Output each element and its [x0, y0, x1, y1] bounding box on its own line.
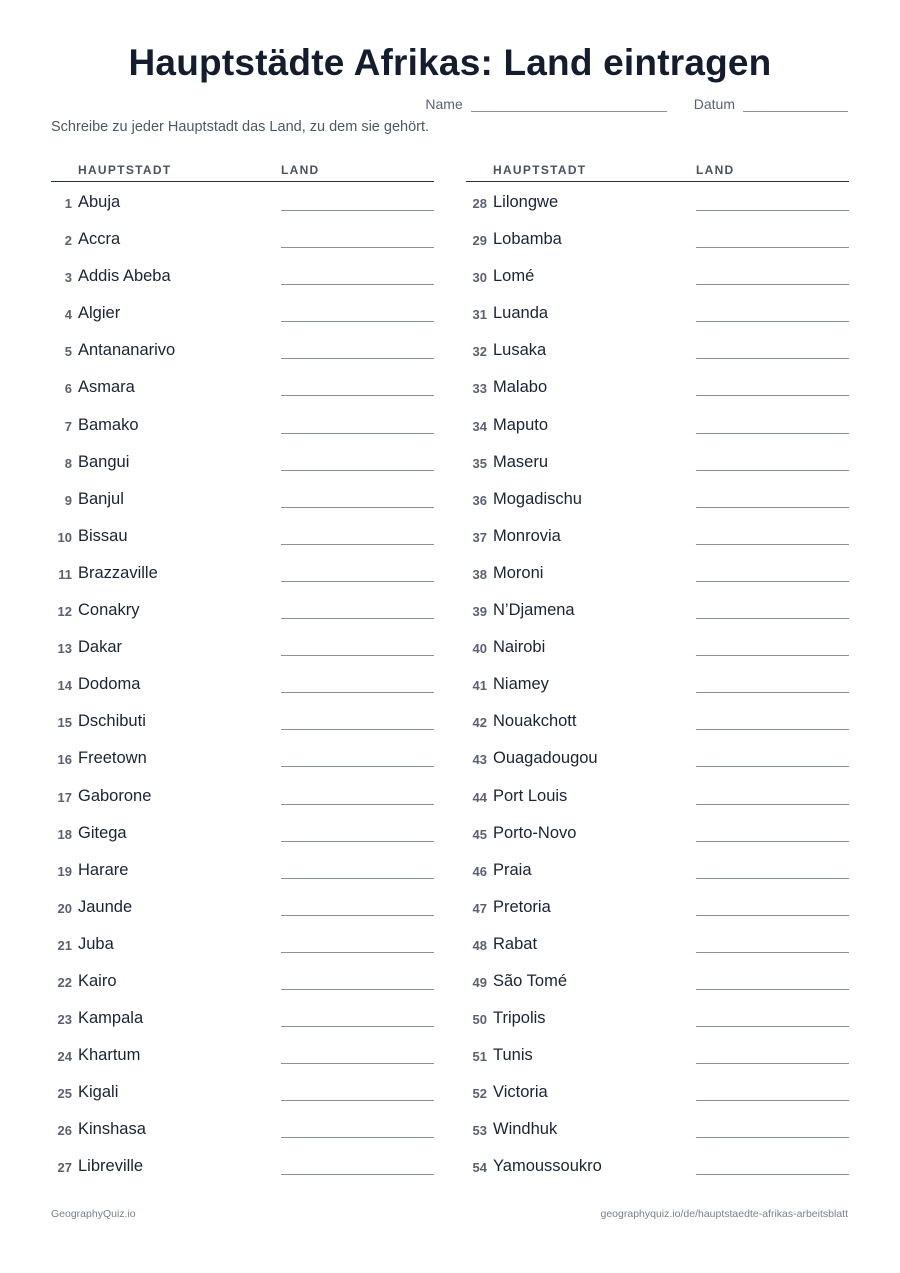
item-number: 46 — [472, 863, 487, 879]
country-answer-field[interactable] — [696, 952, 849, 953]
list-item — [51, 887, 434, 924]
capital-name: Abuja — [78, 193, 121, 211]
list-item — [466, 590, 849, 627]
page-title: Hauptstädte Afrikas: Land eintragen — [128, 42, 772, 83]
list-item — [466, 553, 849, 590]
capital-name: Banjul — [78, 489, 124, 508]
country-answer-field[interactable] — [696, 804, 849, 805]
capital-name: Asmara — [78, 378, 135, 397]
item-number: 39 — [472, 604, 487, 620]
item-number: 38 — [472, 566, 487, 582]
item-number: 48 — [472, 937, 487, 953]
capital-name: Tunis — [493, 1046, 533, 1065]
left-column — [51, 160, 434, 1184]
item-number: 44 — [472, 789, 487, 805]
list-item — [51, 1109, 434, 1146]
country-answer-field[interactable] — [281, 247, 434, 248]
capital-name: Conakry — [78, 601, 140, 620]
country-answer-field[interactable] — [696, 655, 849, 656]
item-number: 49 — [472, 974, 487, 990]
list-item — [466, 516, 849, 553]
item-number: 30 — [472, 270, 487, 286]
capital-name: Libreville — [78, 1157, 144, 1176]
list-item — [466, 367, 849, 404]
item-number: 10 — [57, 529, 72, 545]
item-number: 51 — [472, 1049, 487, 1065]
list-item — [51, 776, 434, 813]
list-item — [466, 442, 849, 479]
list-item — [466, 961, 849, 998]
country-answer-field[interactable] — [281, 581, 434, 582]
capital-name: Nouakchott — [493, 712, 577, 731]
country-answer-field[interactable] — [696, 470, 849, 471]
list-item — [466, 293, 849, 330]
capital-name: Yamoussoukro — [493, 1157, 602, 1176]
list-item — [466, 330, 849, 367]
list-item — [466, 664, 849, 701]
capital-name: Ouagadougou — [493, 749, 598, 768]
country-answer-field[interactable] — [281, 766, 434, 767]
item-number: 25 — [57, 1086, 72, 1102]
item-number: 54 — [472, 1160, 487, 1176]
list-item — [466, 627, 849, 664]
item-number: 12 — [57, 604, 72, 620]
country-answer-field[interactable] — [696, 1174, 849, 1175]
item-number: 33 — [472, 381, 487, 397]
capital-name: Tripolis — [493, 1009, 546, 1028]
capital-name: Moroni — [493, 563, 544, 582]
list-item — [51, 813, 434, 850]
country-answer-field[interactable] — [281, 470, 434, 471]
country-answer-field[interactable] — [281, 1174, 434, 1175]
capital-name: Kinshasa — [78, 1120, 146, 1139]
item-number: 13 — [57, 641, 72, 657]
item-number: 2 — [64, 233, 72, 249]
list-item — [51, 1072, 434, 1109]
list-item — [466, 1146, 849, 1183]
capital-name: Kairo — [78, 971, 117, 990]
country-answer-field[interactable] — [696, 1063, 849, 1064]
date-field[interactable] — [743, 96, 848, 112]
item-number: 26 — [57, 1123, 72, 1139]
capital-name: Maputo — [493, 415, 549, 434]
capital-name: Bissau — [78, 526, 128, 545]
country-answer-field[interactable] — [281, 507, 434, 508]
country-answer-field[interactable] — [696, 766, 849, 767]
capital-name: Addis Abeba — [78, 267, 171, 286]
country-answer-field[interactable] — [696, 729, 849, 730]
country-answer-field[interactable] — [281, 878, 434, 879]
list-item — [466, 1109, 849, 1146]
list-item — [466, 813, 849, 850]
list-item — [51, 664, 434, 701]
country-answer-field[interactable] — [696, 841, 849, 842]
item-number: 15 — [57, 715, 72, 731]
list-item — [466, 738, 849, 775]
list-item — [466, 256, 849, 293]
list-item — [51, 516, 434, 553]
list-item — [51, 219, 434, 256]
item-number: 21 — [57, 937, 72, 953]
country-answer-field[interactable] — [696, 210, 849, 211]
item-number: 47 — [472, 900, 487, 916]
list-item — [466, 887, 849, 924]
capital-name: Bangui — [78, 452, 130, 471]
left-column-header — [51, 160, 434, 182]
country-header: LAND — [281, 163, 320, 177]
country-answer-field[interactable] — [696, 321, 849, 322]
capital-name: Porto-Novo — [493, 823, 577, 842]
country-answer-field[interactable] — [281, 544, 434, 545]
list-item — [51, 1146, 434, 1183]
capital-name: Kigali — [78, 1083, 119, 1102]
capital-name: Gitega — [78, 823, 127, 842]
country-answer-field[interactable] — [696, 544, 849, 545]
country-answer-field[interactable] — [696, 1137, 849, 1138]
capital-name: N’Djamena — [493, 601, 575, 620]
footer-brand: GeographyQuiz.io — [51, 1208, 136, 1220]
item-number: 35 — [472, 455, 487, 471]
list-item — [51, 182, 434, 219]
country-answer-field[interactable] — [281, 915, 434, 916]
list-item — [51, 442, 434, 479]
capital-name: Lomé — [493, 267, 535, 286]
country-answer-field[interactable] — [281, 321, 434, 322]
capital-name: Lobamba — [493, 230, 562, 249]
country-answer-field[interactable] — [696, 581, 849, 582]
item-number: 36 — [472, 492, 487, 508]
list-item — [466, 1072, 849, 1109]
capital-name: Luanda — [493, 304, 549, 323]
name-label: Name — [425, 96, 463, 112]
capital-name: Praia — [493, 860, 532, 879]
list-item — [466, 924, 849, 961]
capital-name: Jaunde — [78, 897, 133, 916]
list-item — [51, 367, 434, 404]
country-answer-field[interactable] — [281, 1100, 434, 1101]
list-item — [51, 627, 434, 664]
capital-name: Nairobi — [493, 638, 546, 657]
list-item — [51, 961, 434, 998]
list-item — [51, 850, 434, 887]
item-number: 8 — [64, 455, 72, 471]
item-number: 52 — [472, 1086, 487, 1102]
capital-name: Dodoma — [78, 675, 141, 694]
item-number: 19 — [57, 863, 72, 879]
capital-name: Kampala — [78, 1009, 144, 1028]
country-answer-field[interactable] — [281, 804, 434, 805]
capital-name: Lusaka — [493, 341, 547, 360]
list-item — [466, 701, 849, 738]
list-item — [51, 924, 434, 961]
country-answer-field[interactable] — [281, 395, 434, 396]
left-rows-list — [51, 182, 434, 1184]
item-number: 43 — [472, 752, 487, 768]
item-number: 6 — [64, 381, 72, 397]
footer-url: geographyquiz.io/de/hauptstaedte-afrikas-arbeitsblatt — [600, 1208, 848, 1220]
capital-name: Juba — [78, 934, 114, 953]
capital-name: Maseru — [493, 452, 549, 471]
item-number: 40 — [472, 641, 487, 657]
item-number: 3 — [64, 270, 72, 286]
item-number: 5 — [64, 344, 72, 360]
instructions: Schreibe zu jeder Hauptstadt das Land, zu dem sie gehört. — [51, 119, 430, 135]
list-item — [466, 998, 849, 1035]
country-answer-field[interactable] — [281, 989, 434, 990]
capital-name: Algier — [78, 304, 121, 323]
capital-header: HAUPTSTADT — [493, 163, 587, 177]
list-item — [466, 776, 849, 813]
item-number: 18 — [57, 826, 72, 842]
list-item — [51, 738, 434, 775]
country-answer-field[interactable] — [281, 358, 434, 359]
list-item — [51, 256, 434, 293]
list-item — [466, 1035, 849, 1072]
item-number: 34 — [472, 418, 487, 434]
item-number: 27 — [57, 1160, 72, 1176]
country-answer-field[interactable] — [281, 692, 434, 693]
item-number: 24 — [57, 1049, 72, 1065]
item-number: 9 — [64, 492, 72, 508]
country-answer-field[interactable] — [696, 989, 849, 990]
capital-name: Mogadischu — [493, 489, 582, 508]
item-number: 42 — [472, 715, 487, 731]
item-number: 1 — [64, 196, 72, 211]
country-answer-field[interactable] — [281, 729, 434, 730]
list-item — [466, 479, 849, 516]
country-answer-field[interactable] — [281, 284, 434, 285]
country-answer-field[interactable] — [281, 1063, 434, 1064]
capital-name: São Tomé — [493, 971, 567, 990]
list-item — [51, 1035, 434, 1072]
item-number: 29 — [472, 233, 487, 249]
list-item — [51, 330, 434, 367]
country-answer-field[interactable] — [281, 1137, 434, 1138]
item-number: 14 — [57, 678, 72, 694]
capital-name: Niamey — [493, 675, 549, 694]
country-answer-field[interactable] — [696, 618, 849, 619]
item-number: 23 — [57, 1012, 72, 1028]
item-number: 53 — [472, 1123, 487, 1139]
list-item — [466, 219, 849, 256]
list-item — [51, 479, 434, 516]
capital-name: Freetown — [78, 749, 147, 768]
student-info — [425, 96, 848, 112]
capital-name: Dschibuti — [78, 712, 146, 731]
item-number: 37 — [472, 529, 487, 545]
item-number: 31 — [472, 307, 487, 323]
country-answer-field[interactable] — [696, 915, 849, 916]
country-header: LAND — [696, 163, 735, 177]
capital-name: Rabat — [493, 934, 538, 953]
country-answer-field[interactable] — [696, 358, 849, 359]
country-answer-field[interactable] — [696, 1026, 849, 1027]
country-answer-field[interactable] — [696, 1100, 849, 1101]
list-item — [51, 405, 434, 442]
country-answer-field[interactable] — [696, 395, 849, 396]
item-number: 28 — [472, 196, 487, 211]
country-answer-field[interactable] — [281, 1026, 434, 1027]
item-number: 45 — [472, 826, 487, 842]
item-number: 4 — [64, 307, 72, 323]
capital-name: Lilongwe — [493, 193, 559, 211]
item-number: 20 — [57, 900, 72, 916]
country-answer-field[interactable] — [281, 655, 434, 656]
list-item — [51, 590, 434, 627]
capital-name: Antananarivo — [78, 341, 176, 360]
item-number: 7 — [64, 418, 72, 434]
capital-name: Accra — [78, 230, 121, 249]
country-answer-field[interactable] — [696, 507, 849, 508]
list-item — [466, 850, 849, 887]
item-number: 22 — [57, 974, 72, 990]
list-item — [466, 182, 849, 219]
capital-name: Khartum — [78, 1046, 141, 1065]
country-answer-field[interactable] — [696, 878, 849, 879]
item-number: 16 — [57, 752, 72, 768]
right-rows-list — [466, 182, 849, 1184]
item-number: 17 — [57, 789, 72, 805]
capital-name: Port Louis — [493, 786, 568, 805]
item-number: 41 — [472, 678, 487, 694]
capital-name: Windhuk — [493, 1120, 558, 1139]
name-field[interactable] — [471, 96, 667, 112]
list-item — [51, 293, 434, 330]
capital-name: Victoria — [493, 1083, 548, 1102]
capital-name: Dakar — [78, 638, 123, 657]
country-answer-field[interactable] — [696, 433, 849, 434]
list-item — [466, 405, 849, 442]
capital-name: Pretoria — [493, 897, 551, 916]
item-number: 11 — [58, 566, 72, 582]
item-number: 32 — [472, 344, 487, 360]
country-answer-field[interactable] — [281, 433, 434, 434]
right-column-header — [466, 160, 849, 182]
country-answer-field[interactable] — [281, 952, 434, 953]
capital-name: Gaborone — [78, 786, 152, 805]
capital-name: Monrovia — [493, 526, 561, 545]
date-label: Datum — [693, 96, 735, 112]
capital-name: Harare — [78, 860, 129, 879]
item-number: 50 — [472, 1012, 487, 1028]
country-answer-field[interactable] — [281, 618, 434, 619]
capital-name: Brazzaville — [78, 563, 158, 582]
capital-header: HAUPTSTADT — [78, 163, 172, 177]
capital-name: Malabo — [493, 378, 548, 397]
country-answer-field[interactable] — [696, 247, 849, 248]
list-item — [51, 998, 434, 1035]
country-answer-field[interactable] — [281, 841, 434, 842]
capital-name: Bamako — [78, 415, 139, 434]
country-answer-field[interactable] — [281, 210, 434, 211]
country-answer-field[interactable] — [696, 692, 849, 693]
right-column — [466, 160, 849, 1184]
list-item — [51, 553, 434, 590]
country-answer-field[interactable] — [696, 284, 849, 285]
list-item — [51, 701, 434, 738]
